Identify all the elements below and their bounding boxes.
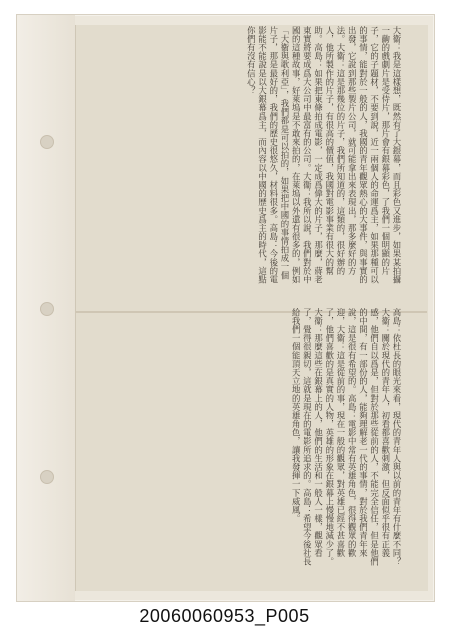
binding-margin [17, 15, 75, 601]
interview-text-bottom: 高島：依杜長的眼光來看，現代的青年人與以前的青年有什麼不同？大衞：關於現代的青年人，初看都喜歡刺激，但反面似乎很有正義感，他們自以爲是，但對於那些從前的人，不能完全信任，但是他們的中間，有一部份的人，能夠理解老一代的事情，對於我們青年來說，這是很有希望的。高島：電影中常有英雄角色，很得觀眾的歡迎，大衞：這是從前的事，現在一般的觀眾，對英雄已經不甚喜歡了，他們喜歡的是真實的人物，英雄的形象在銀幕上慢慢地減少了。大衞：那麼這些在銀幕上的人，他們的生活和一般人一樣，觀眾看了，覺得很親切，這就是現在的電影所追求的。高島：希望今後社長給我們一個能頂天立地的英雄角色，讓我發揮一下威風。 [291, 308, 402, 566]
binding-hole [40, 302, 54, 316]
binding-hole [40, 135, 54, 149]
binding-hole [40, 470, 54, 484]
catalog-number: 20060060953_P005 [139, 606, 310, 626]
interview-text-top: 大衞：我是這樣想，既然有了大銀幕，而且彩色又進步，如果某拍攝一齣的戲劇片是受侍片，那片會有銀幕彩色，了我們一個明顯的片子，它的子題材，不要到說，近一兩個人的命運爲主，如果那種可以的事情，能對於一般的人，我國的青年觀眾熱心的大事件，與事實的出發，它說到那些製片公司，就可能拿出來表現出，那多麼好的方法。大衞：這是那幾位的片子，我們所知道的，這類的，很好辦的人，他所製作的片子，有很高的價值，我國對電影事業有很大的幫助。高島：如果把東條拍成電影，一定成爲偉大的片子，那麼，蔣老東實將要成爲大公司中最富有的公司。大衞：我所以說，我們對於中國的這種故事，好萊塢是不敢來拍的，在萊塢以外還有很多的，例如「大衞與歌利亞」，我們都是可以拍的，如果把中國的事情拍成一個片子，那是最好的，我們的歷史很悠久，材料很多。高島：今後的電影能不能說是以大銀幕爲主，而內容以中國的歷史爲主的時代，這點你們有沒有信心？ [246, 26, 402, 284]
